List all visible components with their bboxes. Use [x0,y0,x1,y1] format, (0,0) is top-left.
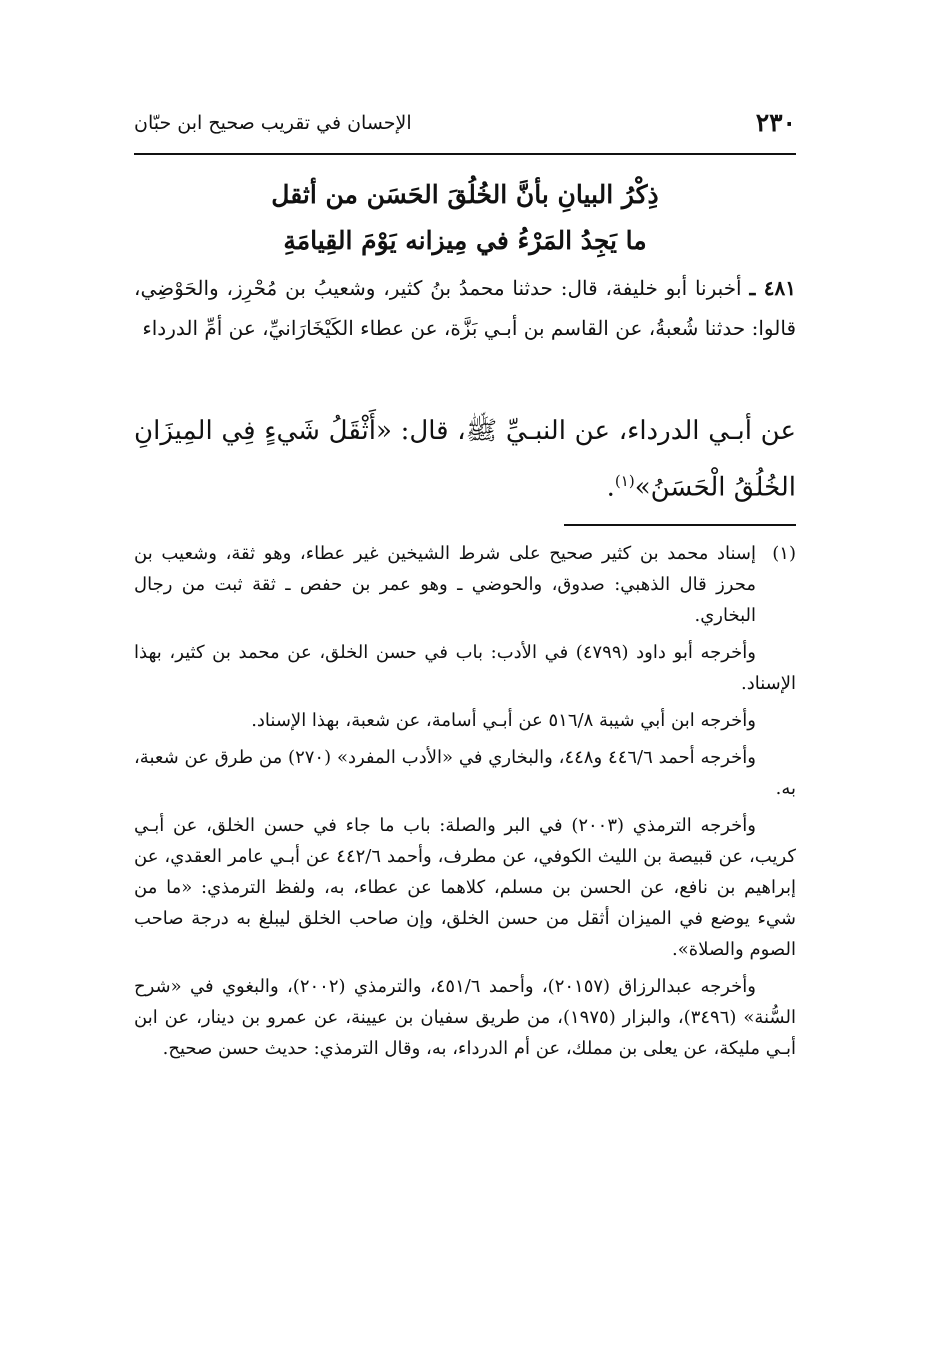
footnote-paragraph: وأخرجه عبدالرزاق (٢٠١٥٧)، وأحمد ٤٥١/٦، والترمذي (٢٠٠٢)، والبغوي في «شرح السُّنة» (٣٤٩٦)، والبزار (١٩٧٥)، من طريق سفيان بن عيينة، عن عمرو بن دينار، عن ابن أبـي مليكة، عن يعلى بن مملك، عن أم الدرداء، به، وقال الترمذي: حديث حسن صحيح. [134,976,796,1059]
footnote-reference[interactable]: (١) [614,472,635,490]
footnote-marker: (١) [772,543,796,564]
chapter-heading-line-2: ما يَجِدُ المَرْءُ في مِيزانه يَوْمَ القِيامَةِ [283,226,647,255]
hadith-matn-end: . [606,472,615,503]
chapter-heading [134,172,796,264]
footnote-separator [564,524,796,526]
footnote-paragraph [134,538,796,631]
hadith-matn: عن أبـي الدرداء، عن النبـيِّ ﷺ، قال: «أَثْقَلُ شَيءٍ فِي المِيزَانِ الخُلُقُ الْحَسَنُ» [134,416,796,503]
footnote-paragraph: وأخرجه ابن أبي شيبة ٥١٦/٨ عن أبـي أسامة، عن شعبة، بهذا الإسناد. [251,710,756,731]
running-header [134,108,796,148]
book-title: الإحسان في تقريب صحيح ابن حبّان [134,112,412,134]
footnote-paragraph: وأخرجه أبو داود (٤٧٩٩) في الأدب: باب في حسن الخلق، عن محمد بن كثير، بهذا الإسناد. [134,642,796,694]
hadith-isnad: أخبرنا أبو خليفة، قال: حدثنا محمدُ بنُ كثير، وشعيبُ بن مُحْرِز، والحَوْضِي، قالوا: حدثنا شُعبةُ، عن القاسم بن أبـي بَزَّة، عن عطاء الكَيْخَارَانيِّ، عن أمِّ الدرداء [134,276,796,340]
hadith-number: ٤٨١ ـ [749,276,797,300]
footnote-text: إسناد محمد بن كثير صحيح على شرط الشيخين غير عطاء، وهو ثقة، وشعيب بن محرز قال الذهبي: صدوق، والحوضي ـ وهو عمر بن حفص ـ ثقة ثبت من رجال البخاري. [134,543,756,626]
page-number: ٢٣٠ [755,108,796,137]
hadith-matn-paragraph [134,406,796,513]
footnote-paragraph: وأخرجه أحمد ٤٤٦/٦ و٤٤٨، والبخاري في «الأدب المفرد» (٢٧٠) من طرق عن شعبة، به. [134,747,796,799]
footnote-paragraph: وأخرجه الترمذي (٢٠٠٣) في البر والصلة: باب ما جاء في حسن الخلق، عن أبـي كريب، عن قبيصة بن الليث الكوفي، عن مطرف، وأحمد ٤٤٢/٦ عن أبـي عامر العقدي، عن إبراهيم بن نافع، عن الحسن بن مسلم، كلاهما عن عطاء، به، ولفظ الترمذي: «ما من شيء يوضع في الميزان أثقل من حسن الخلق، وإن صاحب الخلق ليبلغ به درجة صاحب الصوم والصلاة». [134,815,796,960]
header-rule [134,153,796,155]
hadith-isnad-paragraph [134,268,796,348]
footnotes [134,538,796,1070]
chapter-heading-line-1: ذِكْرُ البيانِ بأنَّ الخُلُقَ الحَسَن من أثقل [271,180,659,209]
